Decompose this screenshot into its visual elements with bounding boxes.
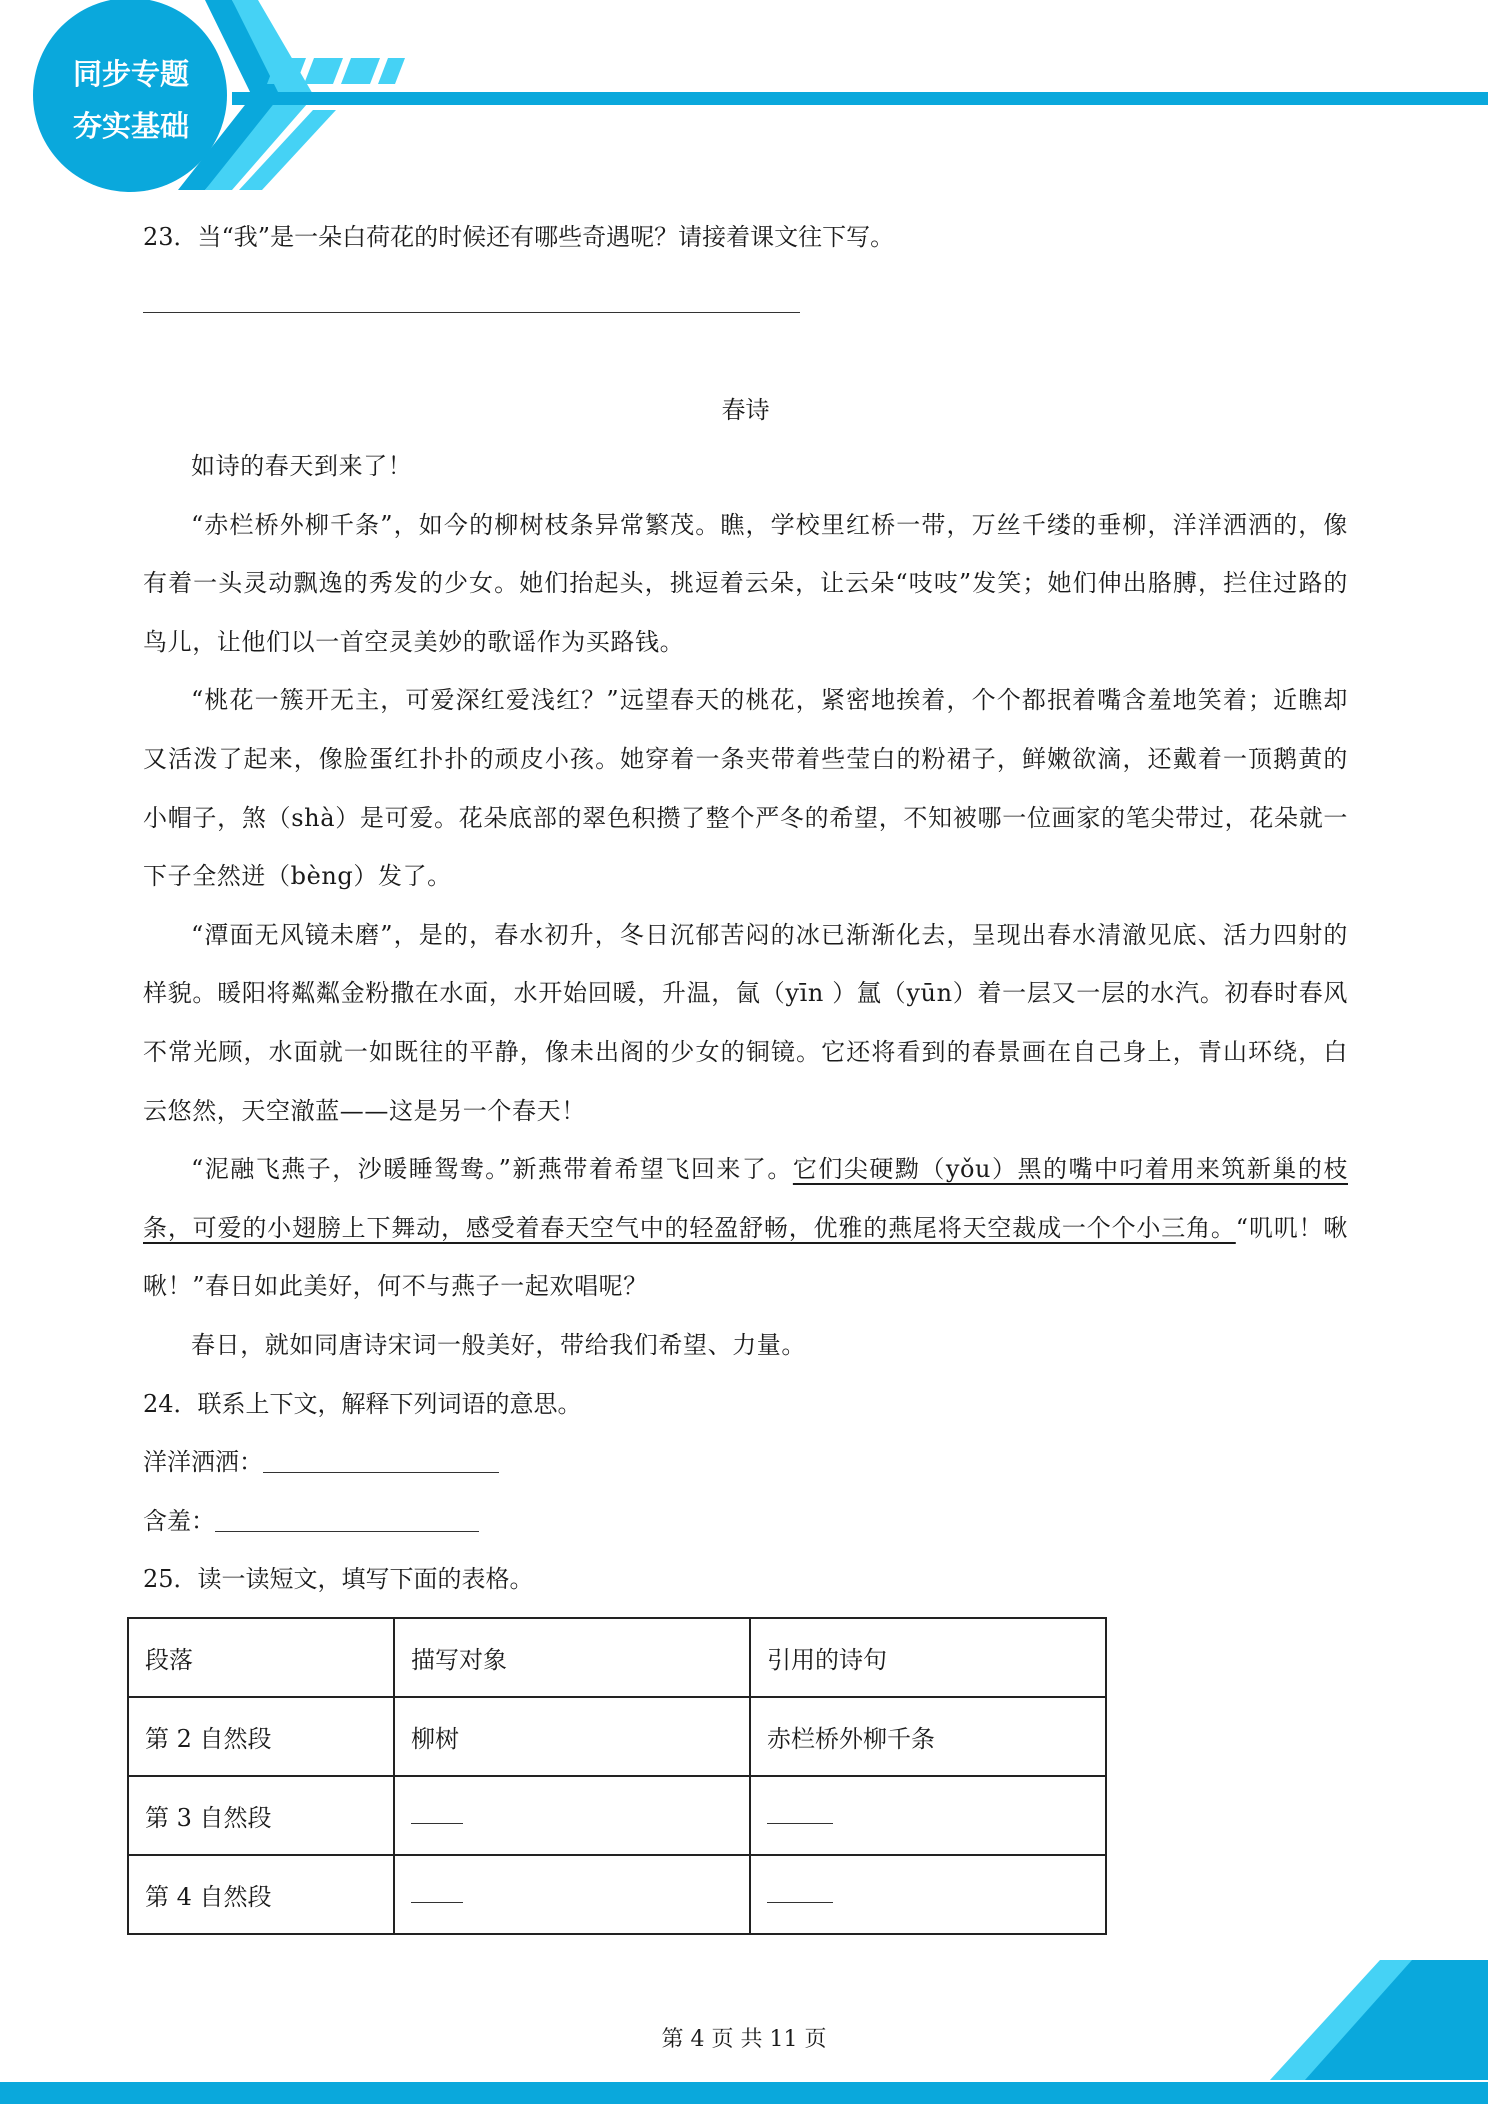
- question-24: 24．联系上下文，解释下列词语的意思。: [143, 1389, 582, 1418]
- header-badge: [36, 48, 226, 152]
- q25-table: [127, 1617, 1107, 1935]
- underlined-sentence: 它们尖硬黝（yǒu）黑的嘴中叼着用来筑新巢的枝条，可爱的小翅膀上下舞动，感受着春天空气中的轻盈舒畅，优雅的燕尾将天空裁成一个个小三角。: [143, 1155, 1348, 1242]
- table-answer-cell[interactable]: [750, 1776, 1106, 1855]
- article-paragraph-4: “潭面无风镜未磨”，是的，春水初升，冬日沉郁苦闷的冰已渐渐化去，呈现出春水清澈见底、活力四射的样貌。暖阳将粼粼金粉撒在水面，水开始回暖，升温，氤（yīn ）氲（yūn）着一层又一层的水汽。初春时春风不常光顾，水面就一如既往的平静，像未出阁的少女的铜镜。它还将看到的春景画在自己身上，青山环绕，白云悠然，天空澈蓝——这是另一个春天！: [143, 920, 1348, 1125]
- badge-line-1: 同步专题: [72, 57, 189, 91]
- question-23: 23．当“我”是一朵白荷花的时候还有哪些奇遇呢？请接着课文往下写。: [143, 223, 895, 251]
- table-header-cell: 引用的诗句: [750, 1618, 1106, 1697]
- article-paragraph-2: “赤栏桥外柳千条”，如今的柳树枝条异常繁茂。瞧，学校里红桥一带，万丝千缕的垂柳，洋洋洒洒的，像有着一头灵动飘逸的秀发的少女。她们抬起头，挑逗着云朵，让云朵“吱吱”发笑；她们伸出胳膊，拦住过路的鸟儿，让他们以一首空灵美妙的歌谣作为买路钱。: [143, 510, 1348, 656]
- table-cell: 第 4 自然段: [128, 1855, 394, 1934]
- table-cell: 赤栏桥外柳千条: [750, 1697, 1106, 1776]
- footer-decoration: [0, 1950, 1488, 2104]
- q24-term-2: 含羞：: [143, 1506, 215, 1535]
- page-number: 第 4 页 共 11 页: [661, 2027, 827, 2052]
- table-answer-cell[interactable]: [394, 1855, 750, 1934]
- q24-blank-2[interactable]: [215, 1507, 479, 1532]
- answer-blank[interactable]: [767, 1801, 833, 1824]
- page-content: [143, 220, 1348, 1609]
- article-paragraph-1: 如诗的春天到来了！: [191, 452, 413, 480]
- badge-line-2: 夯实基础: [72, 109, 189, 143]
- answer-blank[interactable]: [767, 1880, 833, 1903]
- table-row: [128, 1776, 1106, 1855]
- paragraph-5-end: “叽叽！啾啾！”春日如此美好，何不与燕子一起欢唱呢？: [143, 1213, 1348, 1301]
- paragraph-5-intro: “泥融飞燕子，沙暖睡鸳鸯。”新燕带着希望飞回来了。: [191, 1155, 793, 1184]
- q24-item-2: [143, 1492, 1348, 1551]
- article-title: 春诗: [721, 396, 770, 424]
- article-paragraph-3: “桃花一簇开无主，可爱深红爱浅红？”远望春天的桃花，紧密地挨着，个个都抿着嘴含羞地笑着；近瞧却又活泼了起来，像脸蛋红扑扑的顽皮小孩。她穿着一条夹带着些莹白的粉裙子，鲜嫩欲滴，还戴着一顶鹅黄的小帽子，煞（shà）是可爱。花朵底部的翠色积攒了整个严冬的希望，不知被哪一位画家的笔尖带过，花朵就一下子全然迸（bèng）发了。: [143, 686, 1348, 891]
- table-cell: 柳树: [394, 1697, 750, 1776]
- article-paragraph-6: 春日，就如同唐诗宋词一般美好，带给我们希望、力量。: [191, 1330, 806, 1359]
- table-row: [128, 1697, 1106, 1776]
- question-25: 25．读一读短文，填写下面的表格。: [143, 1565, 534, 1594]
- article-paragraph-5: [143, 1140, 1348, 1316]
- q24-item-1: [143, 1433, 1348, 1492]
- table-answer-cell[interactable]: [750, 1855, 1106, 1934]
- table-cell: 第 2 自然段: [128, 1697, 394, 1776]
- table-cell: 第 3 自然段: [128, 1776, 394, 1855]
- table-header-cell: 段落: [128, 1618, 394, 1697]
- q24-blank-1[interactable]: [263, 1448, 499, 1473]
- q24-term-1: 洋洋洒洒：: [143, 1448, 263, 1477]
- table-header-cell: 描写对象: [394, 1618, 750, 1697]
- table-row: [128, 1855, 1106, 1934]
- answer-line-23[interactable]: [143, 254, 800, 313]
- table-answer-cell[interactable]: [394, 1776, 750, 1855]
- answer-blank[interactable]: [411, 1801, 463, 1824]
- answer-blank[interactable]: [411, 1880, 463, 1903]
- table-header-row: [128, 1618, 1106, 1697]
